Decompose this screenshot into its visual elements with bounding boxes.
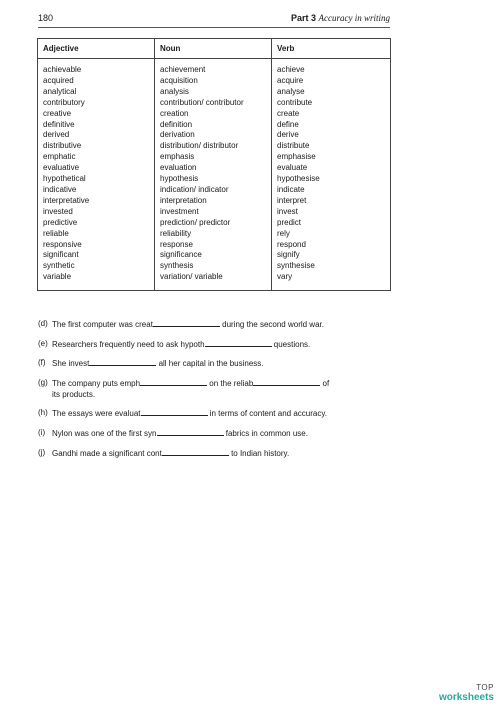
- verb-word: interpret: [277, 195, 307, 205]
- question-text-part: on the reliab: [207, 378, 254, 388]
- verb-word: analyse: [277, 86, 305, 96]
- adjective-word: evaluative: [43, 163, 80, 173]
- verb-word: invest: [277, 206, 298, 216]
- adjective-word: synthetic: [43, 261, 75, 271]
- question-text: [52, 427, 338, 439]
- answer-blank[interactable]: [140, 377, 207, 386]
- question-label: (j): [38, 447, 46, 457]
- question-text-part: to Indian history.: [228, 448, 290, 458]
- page-number: 180: [38, 13, 54, 23]
- question-text-part: in terms of content and accuracy.: [207, 409, 327, 419]
- question-text-part: of its products.: [52, 378, 330, 399]
- adjective-word: variable: [43, 272, 72, 282]
- adjective-column: [38, 59, 155, 291]
- topworksheets-logo: [439, 683, 494, 703]
- answer-blank[interactable]: [205, 338, 272, 347]
- noun-word: significance: [160, 250, 202, 260]
- section-subtitle: Accuracy in writing: [318, 13, 390, 23]
- noun-word: contribution/ contributor: [160, 97, 244, 107]
- adjective-word: invested: [43, 206, 73, 216]
- noun-word: synthesis: [160, 261, 194, 271]
- adjective-word: achievable: [43, 65, 82, 74]
- noun-column: [155, 59, 272, 291]
- noun-word: emphasis: [160, 152, 195, 162]
- noun-word: distribution/ distributor: [160, 141, 239, 151]
- verb-word: acquire: [277, 75, 304, 85]
- question-label: (g): [38, 377, 48, 387]
- question-text: [52, 407, 338, 419]
- running-header: [291, 13, 390, 23]
- question-text-part: fabrics in common use.: [223, 428, 308, 438]
- question-text: [52, 338, 338, 350]
- adjective-word: interpretative: [43, 195, 90, 205]
- question-item: [38, 427, 338, 439]
- verb-column: [272, 59, 391, 291]
- noun-word: response: [160, 239, 193, 249]
- logo-top-text: TOP: [476, 683, 494, 692]
- column-header-adjective: Adjective: [38, 39, 155, 59]
- adjective-word: predictive: [43, 217, 78, 227]
- answer-blank[interactable]: [253, 377, 320, 386]
- noun-word: acquisition: [160, 75, 198, 85]
- noun-word: analysis: [160, 86, 189, 96]
- adjective-word: creative: [43, 108, 72, 118]
- verb-word: define: [277, 119, 299, 129]
- noun-word: variation/ variable: [160, 272, 223, 282]
- exercise-questions: [38, 318, 338, 466]
- question-text: [52, 357, 338, 369]
- table-header-row: [38, 39, 391, 59]
- column-header-noun: Noun: [155, 39, 272, 59]
- adjective-word: indicative: [43, 184, 77, 194]
- answer-blank[interactable]: [157, 427, 224, 436]
- noun-word: hypothesis: [160, 174, 199, 184]
- question-label: (h): [38, 408, 48, 418]
- verb-word: rely: [277, 228, 290, 238]
- answer-blank[interactable]: [141, 407, 208, 416]
- adjective-word: derived: [43, 130, 70, 140]
- table-body-row: [38, 59, 391, 291]
- adjective-word: significant: [43, 250, 79, 260]
- question-text-part: Nylon was one of the first syn: [52, 428, 157, 438]
- verb-word: contribute: [277, 97, 313, 107]
- verb-word: evaluate: [277, 163, 308, 173]
- verb-word: respond: [277, 239, 306, 249]
- answer-blank[interactable]: [153, 318, 220, 327]
- question-text-part: Researchers frequently need to ask hypoth: [52, 339, 205, 349]
- noun-word: investment: [160, 206, 199, 216]
- question-text-part: Gandhi made a significant cont: [52, 448, 162, 458]
- adjective-word: reliable: [43, 228, 69, 238]
- verb-word: distribute: [277, 141, 310, 151]
- question-text: [52, 377, 338, 400]
- header-rule: [38, 27, 390, 28]
- adjective-word: distributive: [43, 141, 82, 151]
- question-label: (d): [38, 319, 48, 328]
- adjective-word: acquired: [43, 75, 74, 85]
- question-text-part: She invest: [52, 359, 90, 369]
- question-text-part: questions.: [271, 339, 311, 349]
- question-text: [52, 318, 338, 330]
- noun-word: prediction/ predictor: [160, 217, 231, 227]
- question-label: (i): [38, 427, 46, 437]
- question-item: [38, 447, 338, 459]
- question-text-part: during the second world war.: [219, 320, 324, 329]
- question-item: [38, 338, 338, 350]
- noun-word: reliability: [160, 228, 192, 238]
- verb-word: synthesise: [277, 261, 315, 271]
- column-header-verb: Verb: [272, 39, 391, 59]
- question-item: [38, 407, 338, 419]
- verb-word: derive: [277, 130, 299, 140]
- question-label: (e): [38, 338, 48, 348]
- noun-word: definition: [160, 119, 193, 129]
- adjective-word: responsive: [43, 239, 82, 249]
- adjective-word: contributory: [43, 97, 85, 107]
- noun-word: creation: [160, 108, 189, 118]
- question-text: [52, 447, 338, 459]
- noun-word: interpretation: [160, 195, 207, 205]
- question-text-part: The company puts emph: [52, 378, 141, 388]
- verb-word: hypothesise: [277, 174, 320, 184]
- verb-word: create: [277, 108, 300, 118]
- noun-word: achievement: [160, 65, 206, 74]
- answer-blank[interactable]: [162, 447, 229, 456]
- adjective-word: emphatic: [43, 152, 76, 162]
- verb-word: emphasise: [277, 152, 316, 162]
- question-item: [38, 318, 338, 330]
- adjective-word: definitive: [43, 119, 75, 129]
- question-text-part: The first computer was creat: [52, 320, 153, 329]
- question-text-part: all her capital in the business.: [156, 359, 264, 369]
- verb-word: achieve: [277, 65, 305, 74]
- question-label: (f): [38, 358, 46, 368]
- noun-word: indication/ indicator: [160, 184, 229, 194]
- noun-word: derivation: [160, 130, 195, 140]
- logo-brand-text: worksheets: [438, 692, 494, 703]
- verb-word: indicate: [277, 184, 305, 194]
- adjective-word: hypothetical: [43, 174, 86, 184]
- verb-word: signify: [277, 250, 300, 260]
- question-item: [38, 357, 338, 369]
- noun-word: evaluation: [160, 163, 197, 173]
- adjective-word: analytical: [43, 86, 77, 96]
- answer-blank[interactable]: [89, 357, 156, 366]
- verb-word: vary: [277, 272, 293, 282]
- question-item: [38, 377, 338, 400]
- word-forms-table: [37, 38, 391, 291]
- question-text-part: The essays were evaluat: [52, 409, 141, 419]
- verb-word: predict: [277, 217, 302, 227]
- part-label: Part 3: [290, 13, 316, 23]
